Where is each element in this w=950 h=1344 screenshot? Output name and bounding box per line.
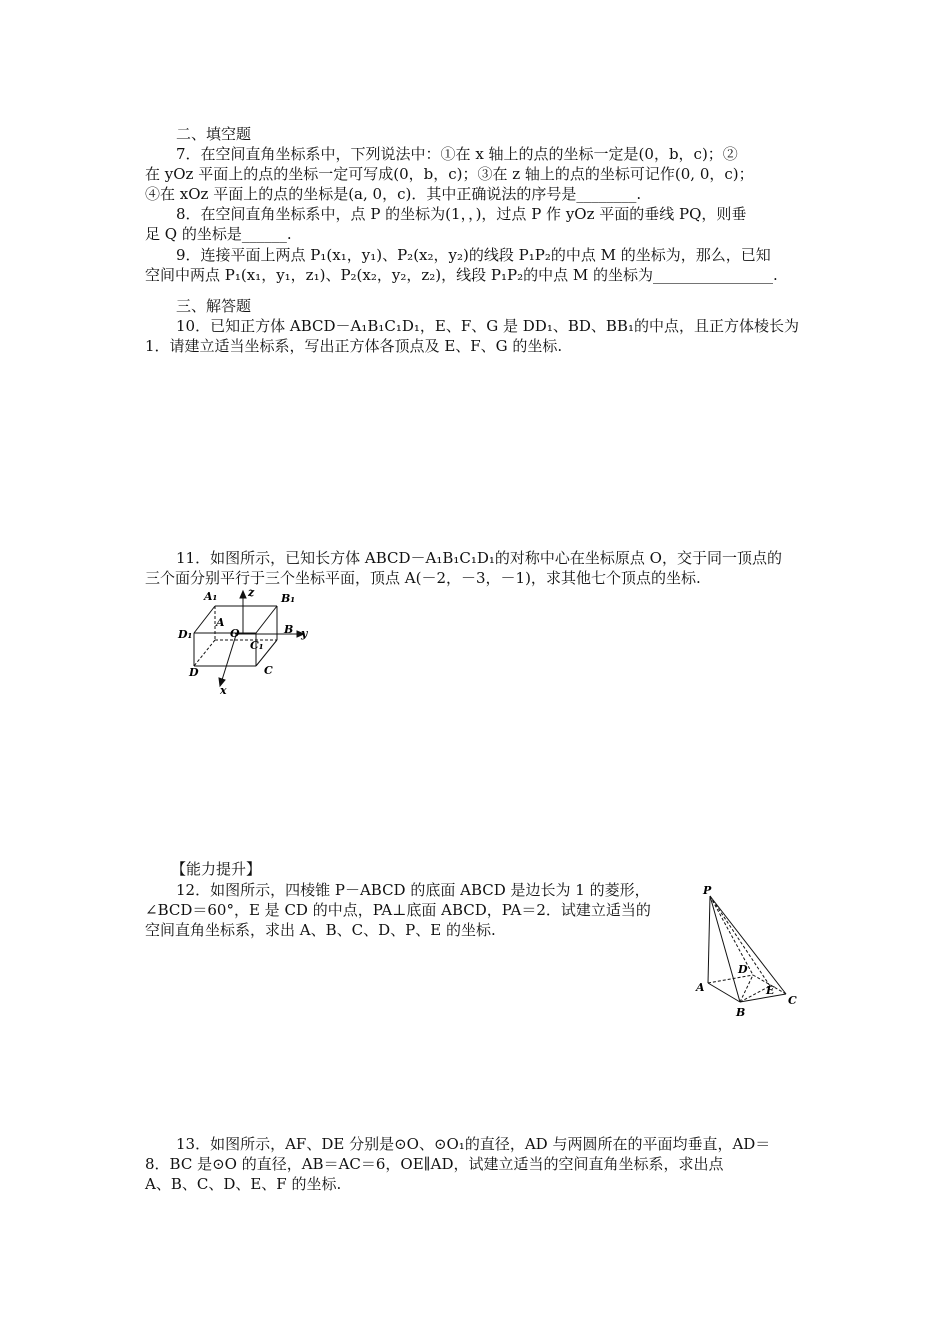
- q11-label-c1: C₁: [250, 639, 264, 652]
- q9-line-2: 空间中两点 P₁(x₁，y₁，z₁)、P₂(x₂，y₂，z₂)，线段 P₁P₂的中点 M 的坐标为________________.: [145, 266, 778, 284]
- q11-label-c: C: [264, 664, 273, 677]
- q12-line-2: ∠BCD＝60°，E 是 CD 的中点，PA⊥底面 ABCD，PA＝2．试建立适当的: [145, 901, 651, 919]
- q12-label-d: D: [738, 963, 748, 976]
- q7-line-3: ④在 xOz 平面上的点的坐标是(a, 0，c)．其中正确说法的序号是________.: [145, 185, 642, 203]
- q11-label-o: O: [230, 627, 240, 640]
- q12-pyramid-figure: [690, 880, 820, 1025]
- q11-label-b: B: [284, 623, 294, 636]
- q12-line-3: 空间直角坐标系，求出 A、B、C、D、P、E 的坐标.: [145, 921, 496, 939]
- section-fill-heading: 二、填空题: [176, 125, 252, 143]
- q11-label-b1: B₁: [281, 592, 296, 605]
- q11-line-2: 三个面分别平行于三个坐标平面，顶点 A(－2，－3，－1)，求其他七个顶点的坐标.: [145, 569, 701, 587]
- section-solve-heading: 三、解答题: [176, 297, 252, 315]
- q11-label-a: A: [216, 616, 225, 629]
- q7-line-1: 7．在空间直角坐标系中，下列说法中：①在 x 轴上的点的坐标一定是(0，b，c)；②: [176, 145, 738, 163]
- q11-box-figure: [170, 588, 320, 698]
- q10-line-1: 10．已知正方体 ABCD－A₁B₁C₁D₁，E、F、G 是 DD₁、BD、BB₁的中点，且正方体棱长为: [176, 317, 799, 335]
- q10-line-2: 1．请建立适当坐标系，写出正方体各顶点及 E、F、G 的坐标.: [145, 337, 563, 355]
- q11-label-y: y: [301, 627, 308, 640]
- q12-label-b: B: [736, 1006, 746, 1019]
- q9-line-1: 9．连接平面上两点 P₁(x₁，y₁)、P₂(x₂，y₂)的线段 P₁P₂的中点 M 的坐标为，那么，已知: [176, 246, 771, 264]
- q13-line-2: 8．BC 是⊙O 的直径，AB＝AC＝6，OE∥AD，试建立适当的空间直角坐标系，求出点: [145, 1155, 724, 1173]
- q11-line-1: 11．如图所示，已知长方体 ABCD－A₁B₁C₁D₁的对称中心在坐标原点 O，交于同一顶点的: [176, 549, 782, 567]
- section-ability-heading: 【能力提升】: [171, 860, 262, 878]
- q12-label-c: C: [788, 994, 797, 1007]
- q13-line-3: A、B、C、D、E、F 的坐标.: [145, 1175, 342, 1193]
- q11-label-x: x: [220, 684, 227, 697]
- q12-line-1: 12．如图所示，四棱锥 P－ABCD 的底面 ABCD 是边长为 1 的菱形，: [176, 881, 650, 899]
- q7-line-2: 在 yOz 平面上的点的坐标一定可写成(0，b，c)；③在 z 轴上的点的坐标可记作(0, 0，c)；: [145, 165, 754, 183]
- q12-label-p: P: [703, 884, 712, 897]
- q8-line-1: 8．在空间直角坐标系中，点 P 的坐标为(1，，)，过点 P 作 yOz 平面的垂线 PQ，则垂: [176, 205, 747, 223]
- q11-label-a1: A₁: [204, 590, 218, 603]
- q13-line-1: 13．如图所示，AF、DE 分别是⊙O、⊙O₁的直径，AD 与两圆所在的平面均垂直，AD＝: [176, 1135, 771, 1153]
- q11-label-d: D: [189, 666, 199, 679]
- q11-label-z: z: [248, 588, 255, 599]
- q8-line-2: 足 Q 的坐标是______.: [145, 225, 292, 243]
- q11-label-d1: D₁: [178, 628, 193, 641]
- q12-label-a: A: [696, 981, 705, 994]
- q12-label-e: E: [766, 984, 775, 997]
